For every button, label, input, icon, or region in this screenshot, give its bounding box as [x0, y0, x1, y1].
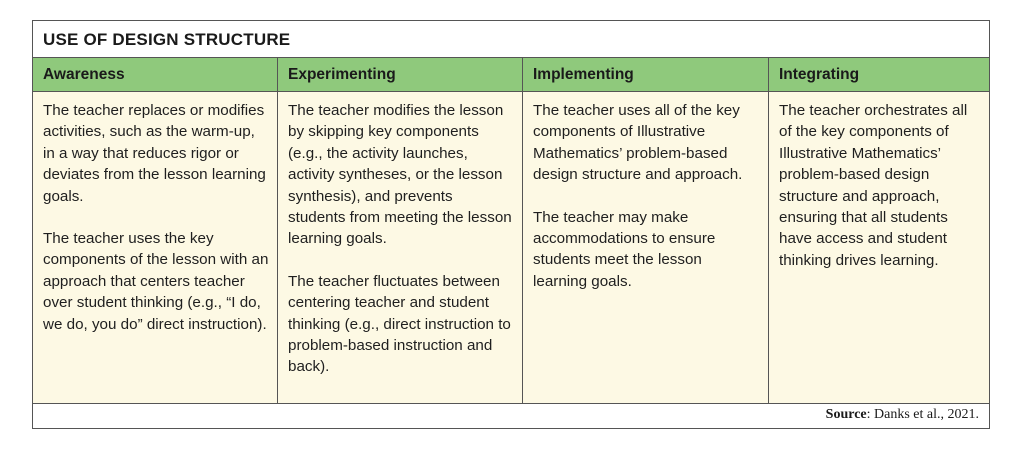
- column-header-experimenting: Experimenting: [278, 58, 523, 91]
- body-row: [33, 92, 989, 404]
- table-title: USE OF DESIGN STRUCTURE: [33, 21, 989, 58]
- cell-paragraph: The teacher fluctuates between centering teacher and student thinking (e.g., direct instruction to problem-based instruction and back).: [288, 272, 511, 376]
- cell-integrating: [769, 92, 989, 403]
- source-label: Source: [825, 407, 867, 422]
- cell-paragraph: The teacher uses the key components of the lesson with an approach that centers teacher over student thinking (e.g., “I do, we do, you do” direct instruction).: [43, 230, 269, 333]
- cell-awareness: [33, 92, 278, 403]
- column-header-integrating: Integrating: [779, 66, 860, 83]
- rubric-table: [32, 20, 990, 429]
- header-row: [33, 58, 989, 92]
- source-text: : Danks et al., 2021.: [866, 407, 979, 422]
- cell-paragraph: The teacher modifies the lesson by skipping key components (e.g., the activity launches, activity syntheses, or the lesson synthesis), and prevents students from meeting the lesson learning goals.: [288, 102, 512, 248]
- source-citation: [33, 404, 989, 428]
- cell-paragraph: The teacher replaces or modifies activities, such as the warm-up, in a way that reduces rigor or deviates from the lesson learning goals.: [43, 102, 266, 205]
- cell-implementing: [523, 92, 769, 403]
- column-header-awareness: Awareness: [33, 58, 278, 91]
- cell-paragraph: The teacher orchestrates all of the key components of Illustrative Mathematics’ problem-based design structure and approach, ensuring that all students have access and student thinking drives learning.: [779, 102, 968, 269]
- cell-paragraph: The teacher may make accommodations to ensure students meet the lesson learning goals.: [533, 208, 716, 290]
- cell-experimenting: [278, 92, 523, 403]
- column-header-implementing: Implementing: [523, 58, 769, 91]
- cell-paragraph: The teacher uses all of the key components of Illustrative Mathematics’ problem-based design structure and approach.: [533, 102, 743, 184]
